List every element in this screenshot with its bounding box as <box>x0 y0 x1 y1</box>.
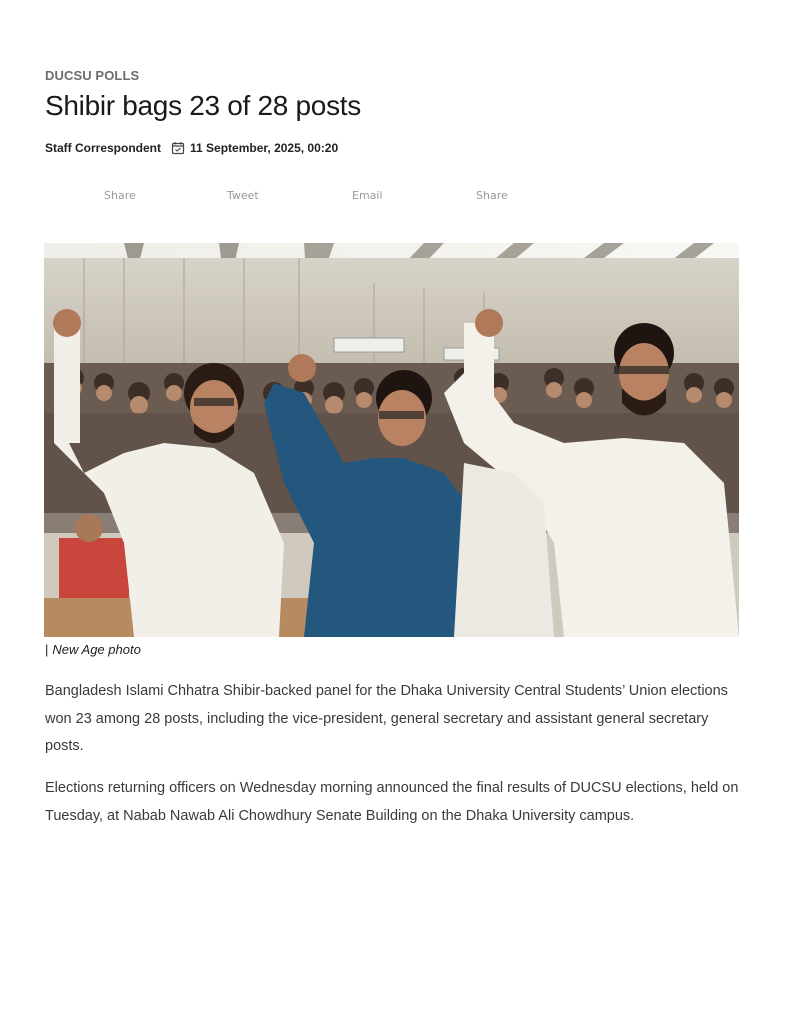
photo-caption <box>45 642 141 657</box>
body-paragraph: Bangladesh Islami Chhatra Shibir-backed panel for the Dhaka University Central Students’ Union elections won 23 among 28 posts, including the vice-president, general secretary and assistant general secretary posts. <box>45 683 728 754</box>
article-photo <box>44 243 739 637</box>
calendar-icon <box>171 141 185 155</box>
body-paragraph: Elections returning officers on Wednesday morning announced the final results of DUCSU elections, held on Tuesday, at Nabab Nawab Ali Chowdhury Senate Building on the Dhaka University campus. <box>45 780 739 824</box>
email-share-button[interactable]: Email <box>352 189 383 202</box>
facebook-share-button[interactable]: Share <box>104 189 136 202</box>
caption-text: New Age photo <box>52 642 141 657</box>
publish-date: 11 September, 2025, 00:20 <box>190 141 339 155</box>
article-meta <box>45 141 338 155</box>
section-kicker[interactable]: DUCSU POLLS <box>45 68 140 83</box>
article-headline: Shibir bags 23 of 28 posts <box>45 90 361 121</box>
photo-illustration <box>44 243 739 637</box>
share-bar <box>45 189 545 205</box>
caption-separator: | <box>45 642 49 657</box>
tweet-button[interactable]: Tweet <box>227 189 259 202</box>
author-name[interactable]: Staff Correspondent <box>45 141 162 155</box>
share-button[interactable]: Share <box>476 189 508 202</box>
